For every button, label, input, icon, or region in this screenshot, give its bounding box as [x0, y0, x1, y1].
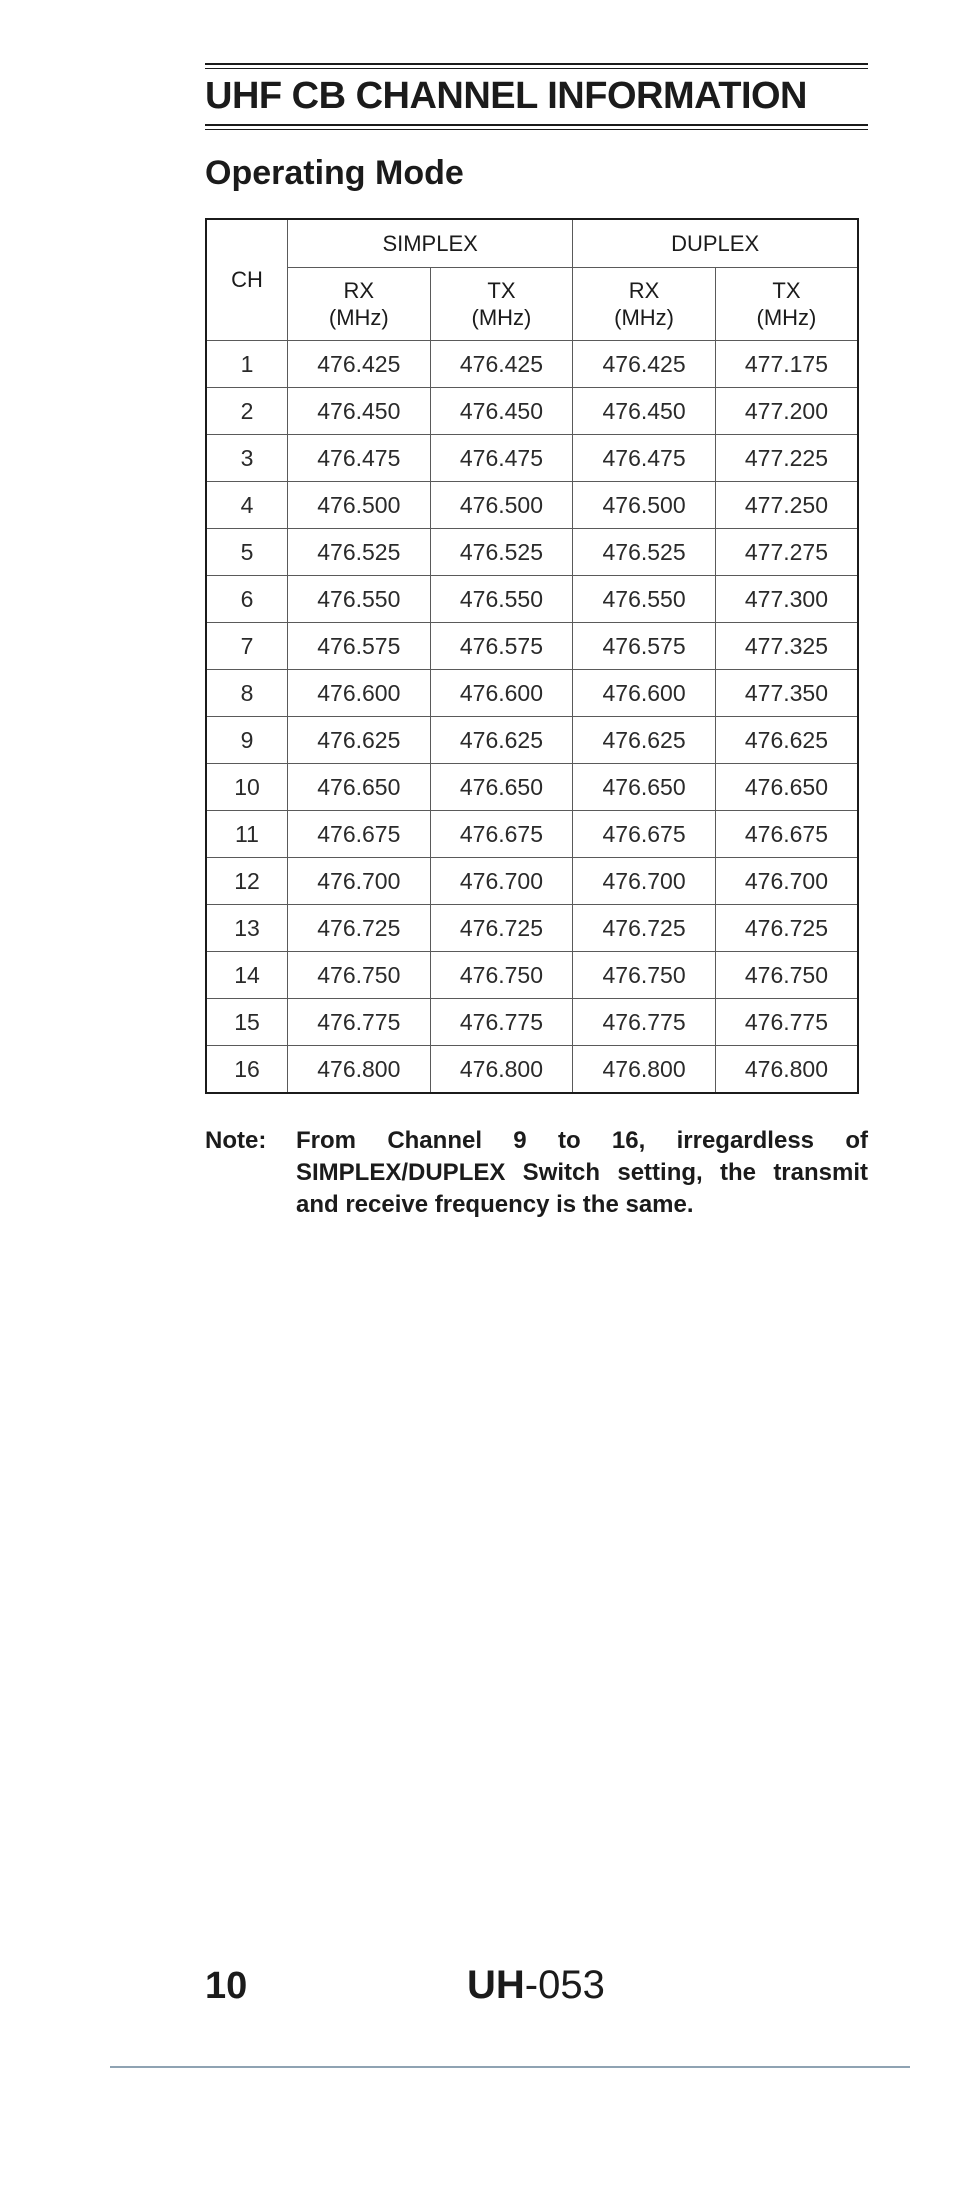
cell-duplex-tx: 477.225: [715, 435, 858, 482]
footer-rule: [110, 2066, 910, 2068]
model-prefix: UH: [467, 1963, 525, 2007]
cell-simplex-rx: 476.500: [288, 482, 431, 529]
cell-ch: 6: [206, 576, 288, 623]
heading-rule-bottom: [205, 124, 868, 126]
column-header-duplex-rx: [573, 268, 716, 341]
cell-simplex-tx: 476.625: [430, 717, 573, 764]
header-label: RX: [343, 278, 375, 303]
cell-duplex-tx: 476.625: [715, 717, 858, 764]
cell-duplex-tx: 477.175: [715, 341, 858, 388]
cell-duplex-rx: 476.725: [573, 905, 716, 952]
cell-duplex-rx: 476.625: [573, 717, 716, 764]
header-label: TX: [487, 278, 516, 303]
table-row: [206, 1046, 858, 1094]
table-row: [206, 529, 858, 576]
table-row: [206, 811, 858, 858]
cell-ch: 16: [206, 1046, 288, 1094]
cell-duplex-rx: 476.600: [573, 670, 716, 717]
cell-ch: 5: [206, 529, 288, 576]
cell-simplex-rx: 476.700: [288, 858, 431, 905]
cell-simplex-rx: 476.525: [288, 529, 431, 576]
header-unit: (MHz): [471, 305, 532, 330]
cell-duplex-rx: 476.675: [573, 811, 716, 858]
cell-simplex-rx: 476.475: [288, 435, 431, 482]
page-heading: UHF CB CHANNEL INFORMATION: [205, 75, 807, 117]
cell-simplex-rx: 476.550: [288, 576, 431, 623]
cell-simplex-rx: 476.625: [288, 717, 431, 764]
column-header-simplex-tx: [430, 268, 573, 341]
cell-simplex-rx: 476.600: [288, 670, 431, 717]
cell-simplex-rx: 476.800: [288, 1046, 431, 1094]
cell-simplex-tx: 476.775: [430, 999, 573, 1046]
page-number: 10: [205, 1965, 248, 2007]
cell-simplex-tx: 476.425: [430, 341, 573, 388]
cell-ch: 2: [206, 388, 288, 435]
cell-simplex-tx: 476.450: [430, 388, 573, 435]
cell-simplex-rx: 476.675: [288, 811, 431, 858]
cell-duplex-tx: 477.350: [715, 670, 858, 717]
cell-simplex-rx: 476.725: [288, 905, 431, 952]
cell-simplex-rx: 476.450: [288, 388, 431, 435]
table-body: [206, 341, 858, 1094]
cell-duplex-tx: 477.300: [715, 576, 858, 623]
table-group-header-row: [206, 219, 858, 268]
header-label: TX: [772, 278, 801, 303]
note: [205, 1125, 868, 1221]
cell-duplex-tx: 476.725: [715, 905, 858, 952]
cell-simplex-tx: 476.575: [430, 623, 573, 670]
cell-simplex-tx: 476.750: [430, 952, 573, 999]
table-row: [206, 341, 858, 388]
model-suffix: -053: [524, 1963, 605, 2007]
cell-duplex-rx: 476.550: [573, 576, 716, 623]
cell-ch: 14: [206, 952, 288, 999]
cell-ch: 7: [206, 623, 288, 670]
cell-simplex-tx: 476.475: [430, 435, 573, 482]
cell-simplex-tx: 476.800: [430, 1046, 573, 1094]
cell-duplex-tx: 476.750: [715, 952, 858, 999]
cell-ch: 3: [206, 435, 288, 482]
cell-simplex-rx: 476.750: [288, 952, 431, 999]
table-row: [206, 623, 858, 670]
column-header-simplex-rx: [288, 268, 431, 341]
table-row: [206, 576, 858, 623]
cell-simplex-rx: 476.775: [288, 999, 431, 1046]
cell-ch: 13: [206, 905, 288, 952]
heading-rule-top: [205, 63, 868, 65]
table-row: [206, 905, 858, 952]
table-row: [206, 670, 858, 717]
column-group-duplex: DUPLEX: [573, 219, 858, 268]
column-header-duplex-tx: [715, 268, 858, 341]
cell-duplex-tx: 476.650: [715, 764, 858, 811]
cell-duplex-rx: 476.575: [573, 623, 716, 670]
cell-duplex-rx: 476.500: [573, 482, 716, 529]
cell-ch: 10: [206, 764, 288, 811]
note-label: Note:: [205, 1127, 267, 1154]
cell-duplex-tx: 476.700: [715, 858, 858, 905]
cell-simplex-tx: 476.550: [430, 576, 573, 623]
heading-rule-top-inner: [205, 68, 868, 69]
section-title: Operating Mode: [205, 154, 464, 192]
cell-duplex-rx: 476.750: [573, 952, 716, 999]
cell-duplex-rx: 476.475: [573, 435, 716, 482]
table-row: [206, 388, 858, 435]
cell-duplex-tx: 477.200: [715, 388, 858, 435]
cell-duplex-tx: 476.675: [715, 811, 858, 858]
cell-ch: 15: [206, 999, 288, 1046]
cell-simplex-tx: 476.725: [430, 905, 573, 952]
cell-duplex-tx: 477.275: [715, 529, 858, 576]
cell-duplex-rx: 476.525: [573, 529, 716, 576]
column-group-simplex: SIMPLEX: [288, 219, 573, 268]
cell-duplex-tx: 477.325: [715, 623, 858, 670]
cell-ch: 11: [206, 811, 288, 858]
model-number: [467, 1963, 605, 2008]
header-unit: (MHz): [614, 305, 674, 330]
table-sub-header-row: [206, 268, 858, 341]
cell-duplex-tx: 477.250: [715, 482, 858, 529]
cell-duplex-rx: 476.650: [573, 764, 716, 811]
cell-duplex-tx: 476.775: [715, 999, 858, 1046]
cell-simplex-tx: 476.650: [430, 764, 573, 811]
header-label: RX: [628, 278, 660, 303]
cell-duplex-rx: 476.800: [573, 1046, 716, 1094]
cell-duplex-tx: 476.800: [715, 1046, 858, 1094]
cell-simplex-rx: 476.425: [288, 341, 431, 388]
cell-ch: 4: [206, 482, 288, 529]
table-row: [206, 482, 858, 529]
column-header-ch: CH: [206, 219, 288, 341]
cell-simplex-rx: 476.575: [288, 623, 431, 670]
cell-simplex-tx: 476.525: [430, 529, 573, 576]
channel-frequency-table: [205, 218, 859, 1094]
cell-simplex-tx: 476.675: [430, 811, 573, 858]
table-row: [206, 999, 858, 1046]
cell-ch: 12: [206, 858, 288, 905]
table-row: [206, 764, 858, 811]
cell-ch: 8: [206, 670, 288, 717]
cell-simplex-tx: 476.700: [430, 858, 573, 905]
table-row: [206, 435, 858, 482]
cell-duplex-rx: 476.450: [573, 388, 716, 435]
table-row: [206, 858, 858, 905]
cell-simplex-tx: 476.600: [430, 670, 573, 717]
header-unit: (MHz): [756, 305, 817, 330]
cell-simplex-tx: 476.500: [430, 482, 573, 529]
cell-ch: 9: [206, 717, 288, 764]
cell-duplex-rx: 476.775: [573, 999, 716, 1046]
cell-duplex-rx: 476.700: [573, 858, 716, 905]
cell-ch: 1: [206, 341, 288, 388]
header-unit: (MHz): [328, 305, 389, 330]
note-text: From Channel 9 to 16, irregardless of SIMPLEX/DUPLEX Switch setting, the transmit and receive frequency is the same.: [296, 1127, 868, 1218]
table-row: [206, 717, 858, 764]
cell-duplex-rx: 476.425: [573, 341, 716, 388]
table-row: [206, 952, 858, 999]
cell-simplex-rx: 476.650: [288, 764, 431, 811]
heading-rule-bottom-inner: [205, 129, 868, 130]
